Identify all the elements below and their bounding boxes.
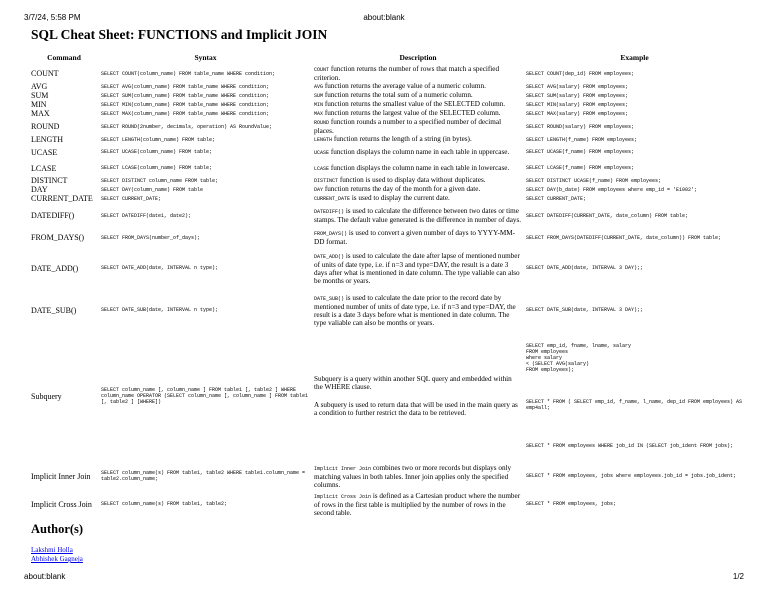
command-cell: DATEDIFF() [31,211,75,220]
description-cell [312,289,524,331]
subquery-example-3: SELECT * FROM employees WHERE job_id IN (SELECT job_ident FROM jobs); [526,443,734,449]
command-cell: Subquery [31,391,62,401]
description-cell [312,160,524,176]
example-cell: SELECT DATE_SUB(date, INTERVAL 3 DAY);; [526,307,644,313]
description-code: FROM_DAYS() [314,231,348,237]
description-code: UCASE [314,149,330,156]
command-cell: DATE_ADD() [31,263,79,273]
command-cell: FROM_DAYS() [31,233,85,242]
table-row-implicit-cross-join [29,491,745,517]
table-row-implicit-inner-join [29,461,745,491]
description-code: LENGTH [314,137,333,143]
description-code: ROUND [314,120,330,126]
table-row [29,91,745,100]
syntax-cell: SELECT LENGTH(column_name) FROM table; [101,136,216,143]
syntax-cell: SELECT AVG(column_name) FROM table_name WHERE condition; [101,83,270,90]
description-text: function returns the smallest value of the SELECTED column. [323,100,506,108]
description-text: is used to display the current date. [350,194,450,202]
description-cell [312,203,524,228]
syntax-cell: SELECT FROM_DAYS(number_of_days); [101,234,201,241]
table-row [29,135,745,144]
table-row [29,100,745,109]
description-cell [312,91,524,100]
description-cell [312,194,524,203]
command-cell: AVG [31,82,48,91]
description-code: DATE_SUB() [314,295,345,302]
command-cell: MAX [31,109,50,118]
description-code: AVG [314,84,324,90]
description-code: DATEDIFF() [314,209,345,215]
column-header-command: Command [47,53,81,62]
page-title: SQL Cheat Sheet: FUNCTIONS and Implicit JOIN [31,27,328,42]
example-cell: SELECT DAY(b_date) FROM employees where emp_id = 'E1002'; [526,186,698,193]
description-code: Implicit Cross Join [314,493,372,500]
command-cell: DISTINCT [31,176,68,185]
description-text: function displays the column name in each table in uppercase. [329,147,510,156]
description-cell [312,100,524,109]
syntax-cell: SELECT DATE_SUB(date, INTERVAL n type); [101,307,219,313]
command-cell: UCASE [31,147,58,157]
description-cell [312,461,524,491]
example-cell [524,331,745,461]
example-cell: SELECT LCASE(f_name) FROM employees; [526,165,635,171]
table-row [29,109,745,118]
table-row [29,160,745,176]
command-cell: Implicit Inner Join [31,471,91,481]
example-cell: SELECT FROM_DAYS(DATEDIFF(CURRENT_DATE, date_column)) FROM table; [526,234,722,241]
syntax-cell: SELECT COUNT(column_name) FROM table_name WHERE condition; [101,70,276,77]
example-cell: SELECT MIN(salary) FROM employees; [526,101,629,108]
subquery-description-2: A subquery is used to return data that will be used in the main query as a condition to further restrict the data to be retrieved. [314,401,518,417]
subquery-description-1: Subquery is a query within another SQL query and embedded within the WHERE clause. [314,375,512,391]
command-cell: Implicit Cross Join [31,499,92,509]
description-cell [312,228,524,247]
description-text: function returns the largest value of the SELECTED column. [323,109,501,117]
table-row-subquery [29,331,745,461]
description-cell [312,109,524,118]
description-text: is used to calculate the date after lapse of mentioned number of units of date type, i.e. if n=3 and type=DAY, the result is a date 3 days after what is mentioned in date column. The type valiable can also be months or years. [314,251,520,285]
command-cell: COUNT [31,69,59,78]
column-header-description: Description [399,53,437,62]
command-cell: LCASE [31,163,57,173]
description-code: SUM [314,93,324,99]
table-header-row [29,53,745,65]
command-cell: ROUND [31,122,60,131]
example-cell: SELECT DISTINCT UCASE(f_name) FROM employees; [526,177,662,184]
description-cell [312,185,524,194]
print-page-number: 1/2 [732,572,744,581]
description-cell [312,82,524,91]
table-row [29,118,745,135]
syntax-cell: SELECT MAX(column_name) FROM table_name WHERE condition; [101,110,270,117]
description-text: function returns the total sum of a numeric column. [323,91,473,99]
description-cell [312,144,524,160]
description-code: MIN [314,102,324,108]
description-code: DISTINCT [314,178,339,184]
subquery-example-2: SELECT * FROM ( SELECT emp_id, f_name, l_name, dep_id FROM employees) AS emp4all; [526,399,746,411]
description-code: MAX [314,111,324,117]
table-row [29,289,745,331]
description-code: Implicit Inner Join [314,465,372,472]
description-code: COUNT [314,67,330,73]
description-cell [312,491,524,517]
example-cell: SELECT * FROM employees, jobs where employees.job_id = jobs.job_ident; [526,473,737,479]
description-text: function returns the number of rows that match a specified criterion. [314,65,500,82]
syntax-cell: SELECT column_name(s) FROM table1, table2 WHERE table1.column_name = table2.column_name; [101,470,309,482]
command-cell: DATE_SUB() [31,305,77,315]
command-cell: LENGTH [31,135,63,144]
example-cell: SELECT DATEDIFF(CURRENT_DATE, date_column) FROM table; [526,212,689,219]
syntax-cell: SELECT column_name(s) FROM table1, table2; [101,501,228,507]
table-row [29,65,745,82]
example-cell: SELECT DATE_ADD(date, INTERVAL 3 DAY);; [526,265,644,271]
description-text: function returns the average value of a numeric column. [323,82,486,90]
example-cell: SELECT SUM(salary) FROM employees; [526,92,629,99]
print-page-title: about:blank [363,13,405,22]
example-cell: SELECT UCASE(f_name) FROM employees; [526,149,635,155]
syntax-cell: SELECT MIN(column_name) FROM table_name WHERE condition; [101,101,270,108]
description-code: DATE_ADD() [314,253,345,260]
column-header-example: Example [620,53,649,62]
description-text: function returns the length of a string (in bytes). [332,135,472,143]
example-cell: SELECT * FROM employees, jobs; [526,501,617,507]
command-cell: CURRENT_DATE [31,194,93,203]
description-text: function displays the column name in each table in lowercase. [329,163,510,172]
description-text: is used to calculate the difference between two dates or time stamps. The default value generated is the difference in number of days. [314,207,522,224]
description-code: DAY [314,187,324,193]
syntax-cell: SELECT DISTINCT column_name FROM table; [101,177,219,184]
command-cell: DAY [31,185,48,194]
description-text: function is used to display data without duplicates. [338,176,486,184]
table-row [29,203,745,228]
example-cell: SELECT MAX(salary) FROM employees; [526,110,629,117]
description-text: is used to convert a given number of days to YYYY-MM-DD format. [314,229,516,246]
syntax-cell: SELECT LCASE(column_name) FROM table; [101,165,213,171]
description-cell [312,65,524,82]
table-row [29,176,745,185]
example-cell: SELECT CURRENT_DATE; [526,195,587,202]
description-cell [312,135,524,144]
command-cell: SUM [31,91,49,100]
example-cell: SELECT LENGTH(f_name) FROM employees; [526,136,638,143]
example-cell: SELECT ROUND(salary) FROM employees; [526,123,635,130]
author-link-abhishek-gagneja[interactable]: Abhishek Gagneja [31,555,83,563]
syntax-cell: SELECT DATE_ADD(date, INTERVAL n type); [101,265,219,271]
description-code: LCASE [314,165,330,172]
description-cell [312,247,524,289]
example-cell: SELECT COUNT(dep_id) FROM employees; [526,70,635,77]
example-cell: SELECT AVG(salary) FROM employees; [526,83,629,90]
syntax-cell: SELECT SUM(column_name) FROM table_name WHERE condition; [101,92,270,99]
command-cell: MIN [31,100,47,109]
syntax-cell: SELECT CURRENT_DATE; [101,195,162,202]
author-link-lakshmi-holla[interactable]: Lakshmi Holla [31,546,73,554]
table-row [29,82,745,91]
description-text: is used to calculate the date prior to the record date by mentioned number of units of date type, i.e. if n=3 and type=DAY, the result is a date 3 days before what is mentioned in date column. The type valiable can also be months or years. [314,293,516,327]
description-code: CURRENT_DATE [314,196,351,202]
description-text: function returns the day of the month for a given date. [323,185,481,193]
syntax-cell: SELECT column_name [, column_name ] FROM table1 [, table2 ] WHERE column_name OPERATOR (SELECT column_name [, column_name ] FROM table1 [, table2 ] [WHERE]) [101,387,312,405]
cheat-sheet-table [29,53,745,517]
description-text: combines two or more records but displays only matching values in both tables. Inner join applies only the specified columns. [314,463,512,489]
syntax-cell: SELECT DAY(column_name) FROM table [101,186,204,193]
authors-heading: Author(s) [31,522,84,536]
syntax-cell: SELECT DATEDIFF(date1, date2); [101,212,192,219]
description-cell [312,118,524,135]
subquery-example-1: SELECT emp_id, fname, lname, salary FROM employees where salary < (SELECT AVG(salary) FROM employees); [526,343,632,373]
table-row [29,185,745,194]
table-row [29,144,745,160]
table-row [29,247,745,289]
column-header-syntax: Syntax [194,53,217,62]
print-timestamp: 3/7/24, 5:58 PM [24,13,81,22]
table-row [29,228,745,247]
description-cell [312,176,524,185]
syntax-cell: SELECT ROUND(2number, decimals, operation) AS RoundValue; [101,123,273,130]
syntax-cell: SELECT UCASE(column_name) FROM table; [101,149,213,155]
description-text: is defined as a Cartesian product where the number of rows in the first table is multiplied by the number of rows in the second table. [314,491,521,517]
print-footer-url: about:blank [24,572,66,581]
description-cell [312,331,524,461]
table-row [29,194,745,203]
description-text: function rounds a number to a specified number of decimal places. [314,118,502,135]
